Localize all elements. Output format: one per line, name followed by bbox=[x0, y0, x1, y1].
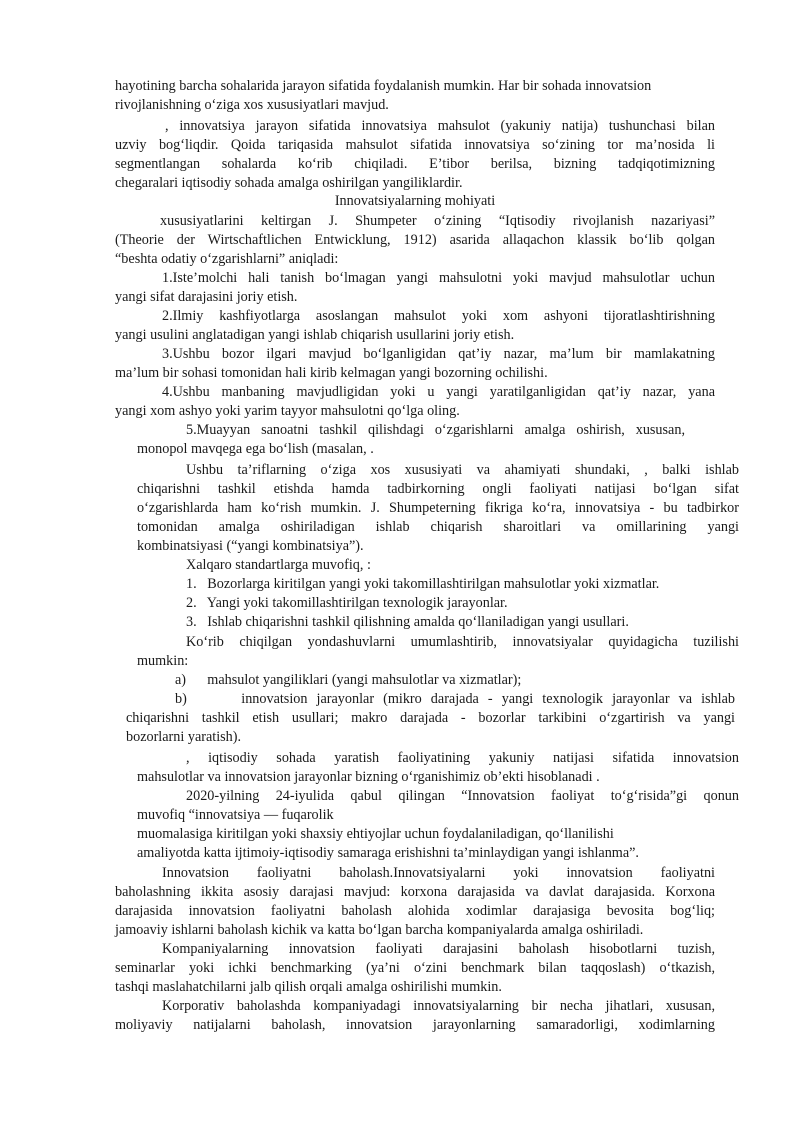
text-line: monopol mavqega ega bo‘lish (masalan, . bbox=[137, 441, 374, 457]
text-line: o‘zgarishlarda ham ko‘rish mumkin. J. Shumpeterning fikriga ko‘ra, innovatsiya - bu tadbirkor bbox=[137, 500, 739, 516]
text-line: xususiyatlarini keltirgan J. Shumpeter o‘zining “Iqtisodiy rivojlanish nazariyasi” bbox=[160, 213, 715, 229]
text-line: mahsulotlar va innovatsion jarayonlar bizning o‘rganishimiz ob’ekti hisoblanadi . bbox=[137, 769, 600, 785]
text-line: baholashning ikkita asosiy darajasi mavjud: korxona darajasida va davlat darajasida. Korxona bbox=[115, 884, 715, 900]
text-line: bozorlarni yaratish). bbox=[126, 729, 242, 745]
text-line: chiqarishni tashkil etish usullari; makro darajada - bozorlar tarkibini o‘zgartirish va yangi bbox=[126, 710, 735, 726]
text-line: muomalasiga kiritilgan yoki shaxsiy ehtiyojlar uchun foydalaniladigan, qo‘llanilishi bbox=[137, 826, 614, 842]
text-line: “beshta odatiy o‘zgarishlarni” aniqladi: bbox=[115, 251, 339, 267]
list-item: 1. Bozorlarga kiritilgan yangi yoki takomillashtirilgan mahsulotlar yoki xizmatlar. bbox=[186, 576, 660, 592]
text-line: Ko‘rib chiqilgan yondashuvlarni umumlashtirib, innovatsiyalar quyidagicha tuzilishi bbox=[186, 634, 739, 650]
text-line: 2.Ilmiy kashfiyotlarga asoslangan mahsulot yoki xom ashyoni tijoratlashtirishning bbox=[162, 308, 715, 324]
text-line: ma’lum bir sohasi tomonidan hali kirib kelmagan yangi bozorning ochilishi. bbox=[115, 365, 548, 381]
text-line: , innovatsiya jarayon sifatida innovatsiya mahsulot (yakuniy natija) tushunchasi bilan bbox=[165, 118, 715, 134]
text-line: 2020-yilning 24-iyulida qabul qilingan “Innovatsion faoliyat to‘g‘risida”gi qonun bbox=[186, 788, 739, 804]
text-line: amaliyotda katta ijtimoiy-iqtisodiy samaraga erishishni ta’minlaydigan yangi ishlanma”. bbox=[137, 845, 639, 861]
text-line: yangi usulini anglatadigan yangi ishlab chiqarish usullarini joriy etish. bbox=[115, 327, 515, 343]
text-line: 5.Muayyan sanoatni tashkil qilishdagi o‘zgarishlarni amalga oshirish, xususan, bbox=[186, 422, 685, 438]
text-line: chiqarishni tashkil etishda hamda tadbirkorning ongli faoliyati natijasi bo‘lgan sifat bbox=[137, 481, 739, 497]
text-line: tashqi maslahatchilarni jalb qilish orqali amalga oshirilishi mumkin. bbox=[115, 979, 502, 995]
text-line: yangi sifat darajasini joriy etish. bbox=[115, 289, 298, 305]
text-line: darajasida innovatsion faoliyatni baholash alohida xodimlar darajasiga bevosita bog‘liq; bbox=[115, 903, 715, 919]
text-line: , iqtisodiy sohada yaratish faoliyatining yakuniy natijasi sifatida innovatsion bbox=[186, 750, 739, 766]
list-item: b) innovatsion jarayonlar (mikro darajada - yangi texnologik jarayonlar va ishlab bbox=[175, 691, 735, 707]
text-line: Kompaniyalarning innovatsion faoliyati darajasini baholash hisobotlarni tuzish, bbox=[162, 941, 715, 957]
text-line: tomonidan amalga oshiriladigan ishlab chiqarish sharoitlari va omillarining yangi bbox=[137, 519, 739, 535]
text-line: segmentlangan sohalarda ko‘rib chiqiladi. E’tibor berilsa, bizning tadqiqotimizning bbox=[115, 156, 715, 172]
list-item: a) mahsulot yangiliklari (yangi mahsulotlar va xizmatlar); bbox=[175, 672, 522, 688]
text-line: 1.Iste’molchi hali tanish bo‘lmagan yangi mahsulotni yoki mavjud mahsulotlar uchun bbox=[162, 270, 715, 286]
text-line: hayotining barcha sohalarida jarayon sifatida foydalanish mumkin. Har bir sohada innovatsion bbox=[115, 78, 652, 94]
text-line: chegaralari iqtisodiy sohada amalga oshirilgan yangiliklardir. bbox=[115, 175, 463, 191]
text-line: uzviy bog‘liqdir. Qoida tariqasida mahsulot sifatida innovatsiya so‘zining tor ma’nosida li bbox=[115, 137, 715, 153]
list-item: 3. Ishlab chiqarishni tashkil qilishning amalda qo‘llaniladigan yangi usullari. bbox=[186, 614, 629, 630]
text-line: seminarlar yoki ichki benchmarking (ya’ni o‘zini benchmark bilan taqqoslash) o‘tkazish, bbox=[115, 960, 715, 976]
text-line: jamoaviy ishlarni baholash kichik va katta bo‘lgan barcha kompaniyalarda amalga oshiriladi. bbox=[115, 922, 644, 938]
text-line: rivojlanishning o‘ziga xos xususiyatlari mavjud. bbox=[115, 97, 389, 113]
text-line: mumkin: bbox=[137, 653, 189, 669]
text-line: Korporativ baholashda kompaniyadagi innovatsiyalarning bir necha jihatlari, xususan, bbox=[162, 998, 715, 1014]
text-line: 4.Ushbu manbaning mavjudligidan yoki u yangi yaratilganligidan qat’iy nazar, yana bbox=[162, 384, 715, 400]
text-line: moliyaviy natijalarni baholash, innovatsion jarayonlarning samaradorligi, xodimlarning bbox=[115, 1017, 715, 1033]
text-line: Innovatsion faoliyatni baholash.Innovatsiyalarni yoki innovatsion faoliyatni bbox=[162, 865, 715, 881]
text-line: muvofiq “innovatsiya — fuqarolik bbox=[137, 807, 334, 823]
section-heading: Innovatsiyalarning mohiyati bbox=[334, 193, 496, 209]
text-line: 3.Ushbu bozor ilgari mavjud bo‘lganligidan qat’iy nazar, ma’lum bir mamlakatning bbox=[162, 346, 715, 362]
text-line: (Theorie der Wirtschaftlichen Entwicklung, 1912) asarida allaqachon klassik bo‘lib qolgan bbox=[115, 232, 715, 248]
text-line: yangi xom ashyo yoki yarim tayyor mahsulotni qo‘lga oling. bbox=[115, 403, 460, 419]
text-line: kombinatsiyasi (“yangi kombinatsiya”). bbox=[137, 538, 364, 554]
text-line: Ushbu ta’riflarning o‘ziga xos xususiyati va ahamiyati shundaki, , balki ishlab bbox=[186, 462, 739, 478]
text-line: Xalqaro standartlarga muvofiq, : bbox=[186, 557, 371, 573]
list-item: 2. Yangi yoki takomillashtirilgan texnologik jarayonlar. bbox=[186, 595, 508, 611]
